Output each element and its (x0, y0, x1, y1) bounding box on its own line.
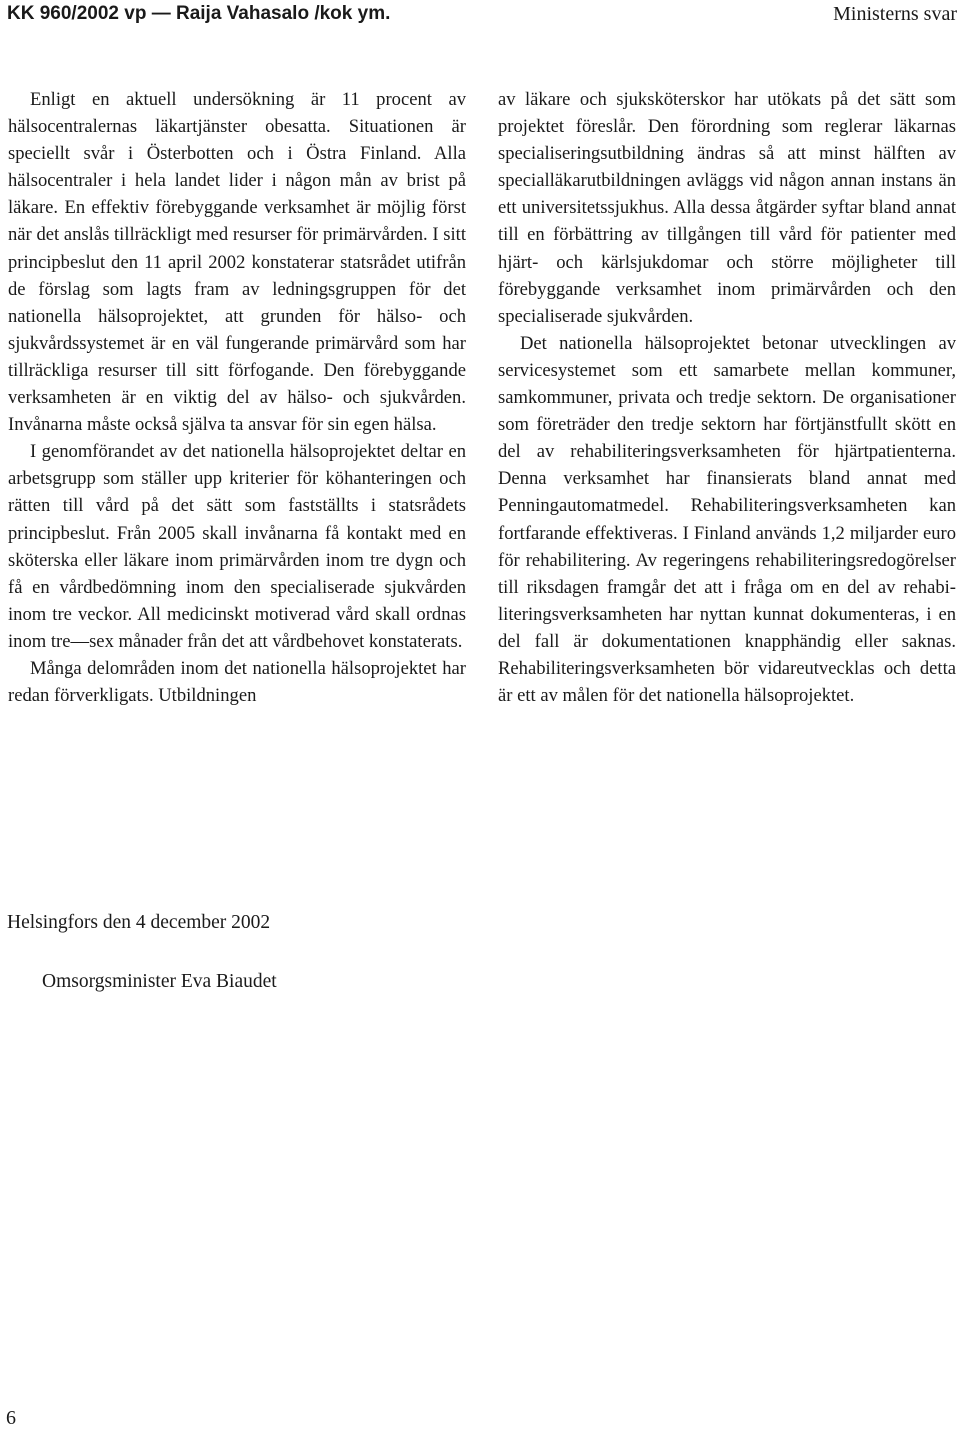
signoff-name: Omsorgsminister Eva Biaudet (42, 971, 277, 992)
paragraph: av läkare och sjuksköterskor har utökats på det sätt som projektet föreslår. Den förordning som reglerar läkarnas specialiseringsutbildning ändras så att minst hälften av specialläkarutbildningen avläggs vid någon annan instans än ett universitetssjukhus. Alla dessa åtgärder syftar bland annat till en förbättring av tillgången till vård för patienter med hjärt- och kärlsjukdomar och större möjligheter till förebyggande verksamhet inom primärvården och den specialiserade sjukvården. (498, 89, 956, 327)
page-header (7, 0, 957, 30)
right-column (498, 86, 956, 709)
paragraph: Det nationella hälsoprojektet betonar utvecklingen av servicesystemet som ett samarbete mellan kommuner, samkommuner, privata och tredje sektorn. De organisationer som företräder den tredje sektorn har förtjänstfullt skött en del av rehabiliteringsverksamheten för hjärtpatienterna. Denna verksamhet har finansierats bland annat med Penningautomatmedel. Rehabiliteringsverksamheten kan fortfarande effektiveras. I Finland används 1,2 miljarder euro för rehabilitering. Av regeringens rehabiliteringsredogörelser till riksdagen framgår det att i fråga om en del av rehabiliteringsverksamheten har nyttan kunnat dokumenteras, i en del fall är dokumentationen knapphändig eller saknas. Rehabiliteringsverksamheten bör vidareutvecklas och detta är ett av målen för det nationella hälsoprojektet. (498, 332, 956, 707)
signoff-place-date: Helsingfors den 4 december 2002 (7, 912, 271, 933)
page-number: 6 (6, 1407, 16, 1429)
paragraph: Enligt en aktuell undersökning är 11 procent av hälsocentralernas läkartjänster obesatta. Situationen är speciellt svår i Österbotten och i Östra Finland. Alla hälsocentraler i hela landet lider i någon mån av brist på läkare. En effektiv förebyggande verksamhet är möjlig först när det anslås tillräckligt med resurser för primärvården. I sitt principbeslut den 11 april 2002 konstaterar statsrådet utifrån de förslag som lagts fram av ledningsgruppen för det nationella hälsoprojektet, att grunden för hälso- och sjukvårdssystemet är en väl fungerande primärvård som har tillräckliga resurser till sitt förfogande. Den förebyggande verksamheten är en viktig del av hälso- och sjukvården. Invånarna måste också själva ta ansvar för sin egen hälsa. (8, 89, 466, 436)
paragraph: I genomförandet av det nationella hälsoprojektet deltar en arbetsgrupp som ställer upp kriterier för köhanteringen och rätten till vård på det sätt som fastställts i statsrådets principbeslut. Från 2005 skall invånarna få kontakt med en sköterska eller läkare inom primärvården inom tre dygn och få en vårdbedömning inom den specialiserade sjukvården inom tre veckor. All medicinskt motiverad vård skall ordnas inom tre—sex månader från det att vårdbehovet konstaterats. (8, 441, 466, 652)
section-title: Ministerns svar (833, 3, 957, 25)
left-column (8, 86, 466, 709)
document-reference: KK 960/2002 vp — Raija Vahasalo /kok ym. (7, 3, 391, 24)
paragraph: Många delområden inom det nationella hälsoprojektet har redan förverkligats. Utbildningen (8, 657, 466, 707)
